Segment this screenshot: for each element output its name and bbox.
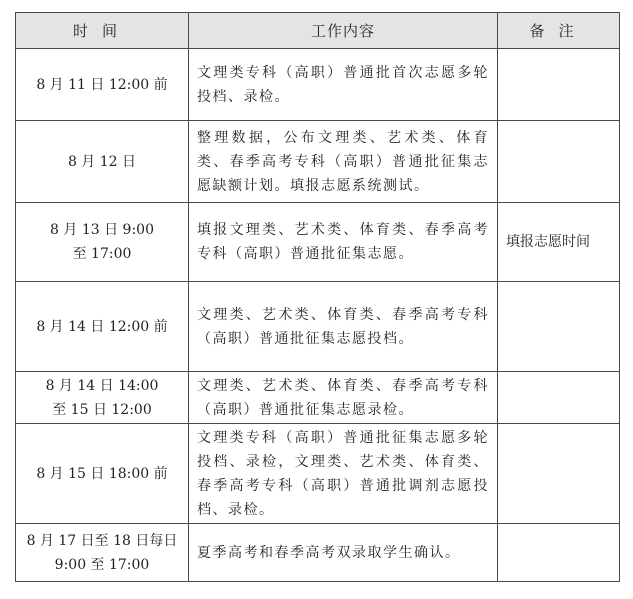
time-cell <box>16 372 189 424</box>
remark-cell <box>498 282 620 372</box>
header-content: 工作内容 <box>189 13 498 49</box>
table-row <box>16 424 620 524</box>
time-cell <box>16 121 189 203</box>
time-cell <box>16 203 189 282</box>
remark-cell <box>498 49 620 121</box>
time-line: 8 月 12 日 <box>67 153 137 170</box>
remark-cell <box>498 524 620 582</box>
content-cell: 夏季高考和春季高考双录取学生确认。 <box>189 524 498 582</box>
header-remark: 备注 <box>498 13 620 49</box>
table-row <box>16 282 620 372</box>
content-cell: 文理类、艺术类、体育类、春季高考专科（高职）普通批征集志愿录检。 <box>189 372 498 424</box>
time-line: 8 月 15 日 18:00 前 <box>36 465 168 482</box>
schedule-table <box>15 12 620 582</box>
table-row <box>16 49 620 121</box>
table-row <box>16 121 620 203</box>
time-line: 8 月 14 日 14:00 <box>45 377 159 394</box>
time-line: 至 17:00 <box>72 246 132 262</box>
time-line: 9:00 至 17:00 <box>54 556 150 573</box>
content-cell: 文理类专科（高职）普通批征集志愿多轮投档、录检，文理类、艺术类、体育类、春季高考专科（高职）普通批调剂志愿投档、录检。 <box>189 424 498 524</box>
time-line: 至 15 日 12:00 <box>52 401 152 418</box>
remark-cell <box>498 121 620 203</box>
remark-cell <box>498 424 620 524</box>
time-line: 8 月 11 日 12:00 前 <box>36 76 168 93</box>
time-line: 8 月 14 日 12:00 前 <box>36 318 168 335</box>
table-row <box>16 524 620 582</box>
remark-cell <box>498 372 620 424</box>
time-cell <box>16 524 189 582</box>
time-cell <box>16 282 189 372</box>
header-row <box>16 13 620 49</box>
time-line: 8 月 13 日 9:00 <box>50 222 154 238</box>
table-row <box>16 203 620 282</box>
content-cell: 文理类、艺术类、体育类、春季高考专科（高职）普通批征集志愿投档。 <box>189 282 498 372</box>
header-time: 时间 <box>16 13 189 49</box>
time-cell <box>16 49 189 121</box>
content-cell: 填报文理类、艺术类、体育类、春季高考专科（高职）普通批征集志愿。 <box>189 203 498 282</box>
content-cell: 文理类专科（高职）普通批首次志愿多轮投档、录检。 <box>189 49 498 121</box>
content-cell: 整理数据，公布文理类、艺术类、体育类、春季高考专科（高职）普通批征集志愿缺额计划。填报志愿系统测试。 <box>189 121 498 203</box>
time-cell <box>16 424 189 524</box>
time-line: 8 月 17 日至 18 日每日 <box>26 532 178 549</box>
remark-cell: 填报志愿时间 <box>498 203 620 282</box>
table-row <box>16 372 620 424</box>
